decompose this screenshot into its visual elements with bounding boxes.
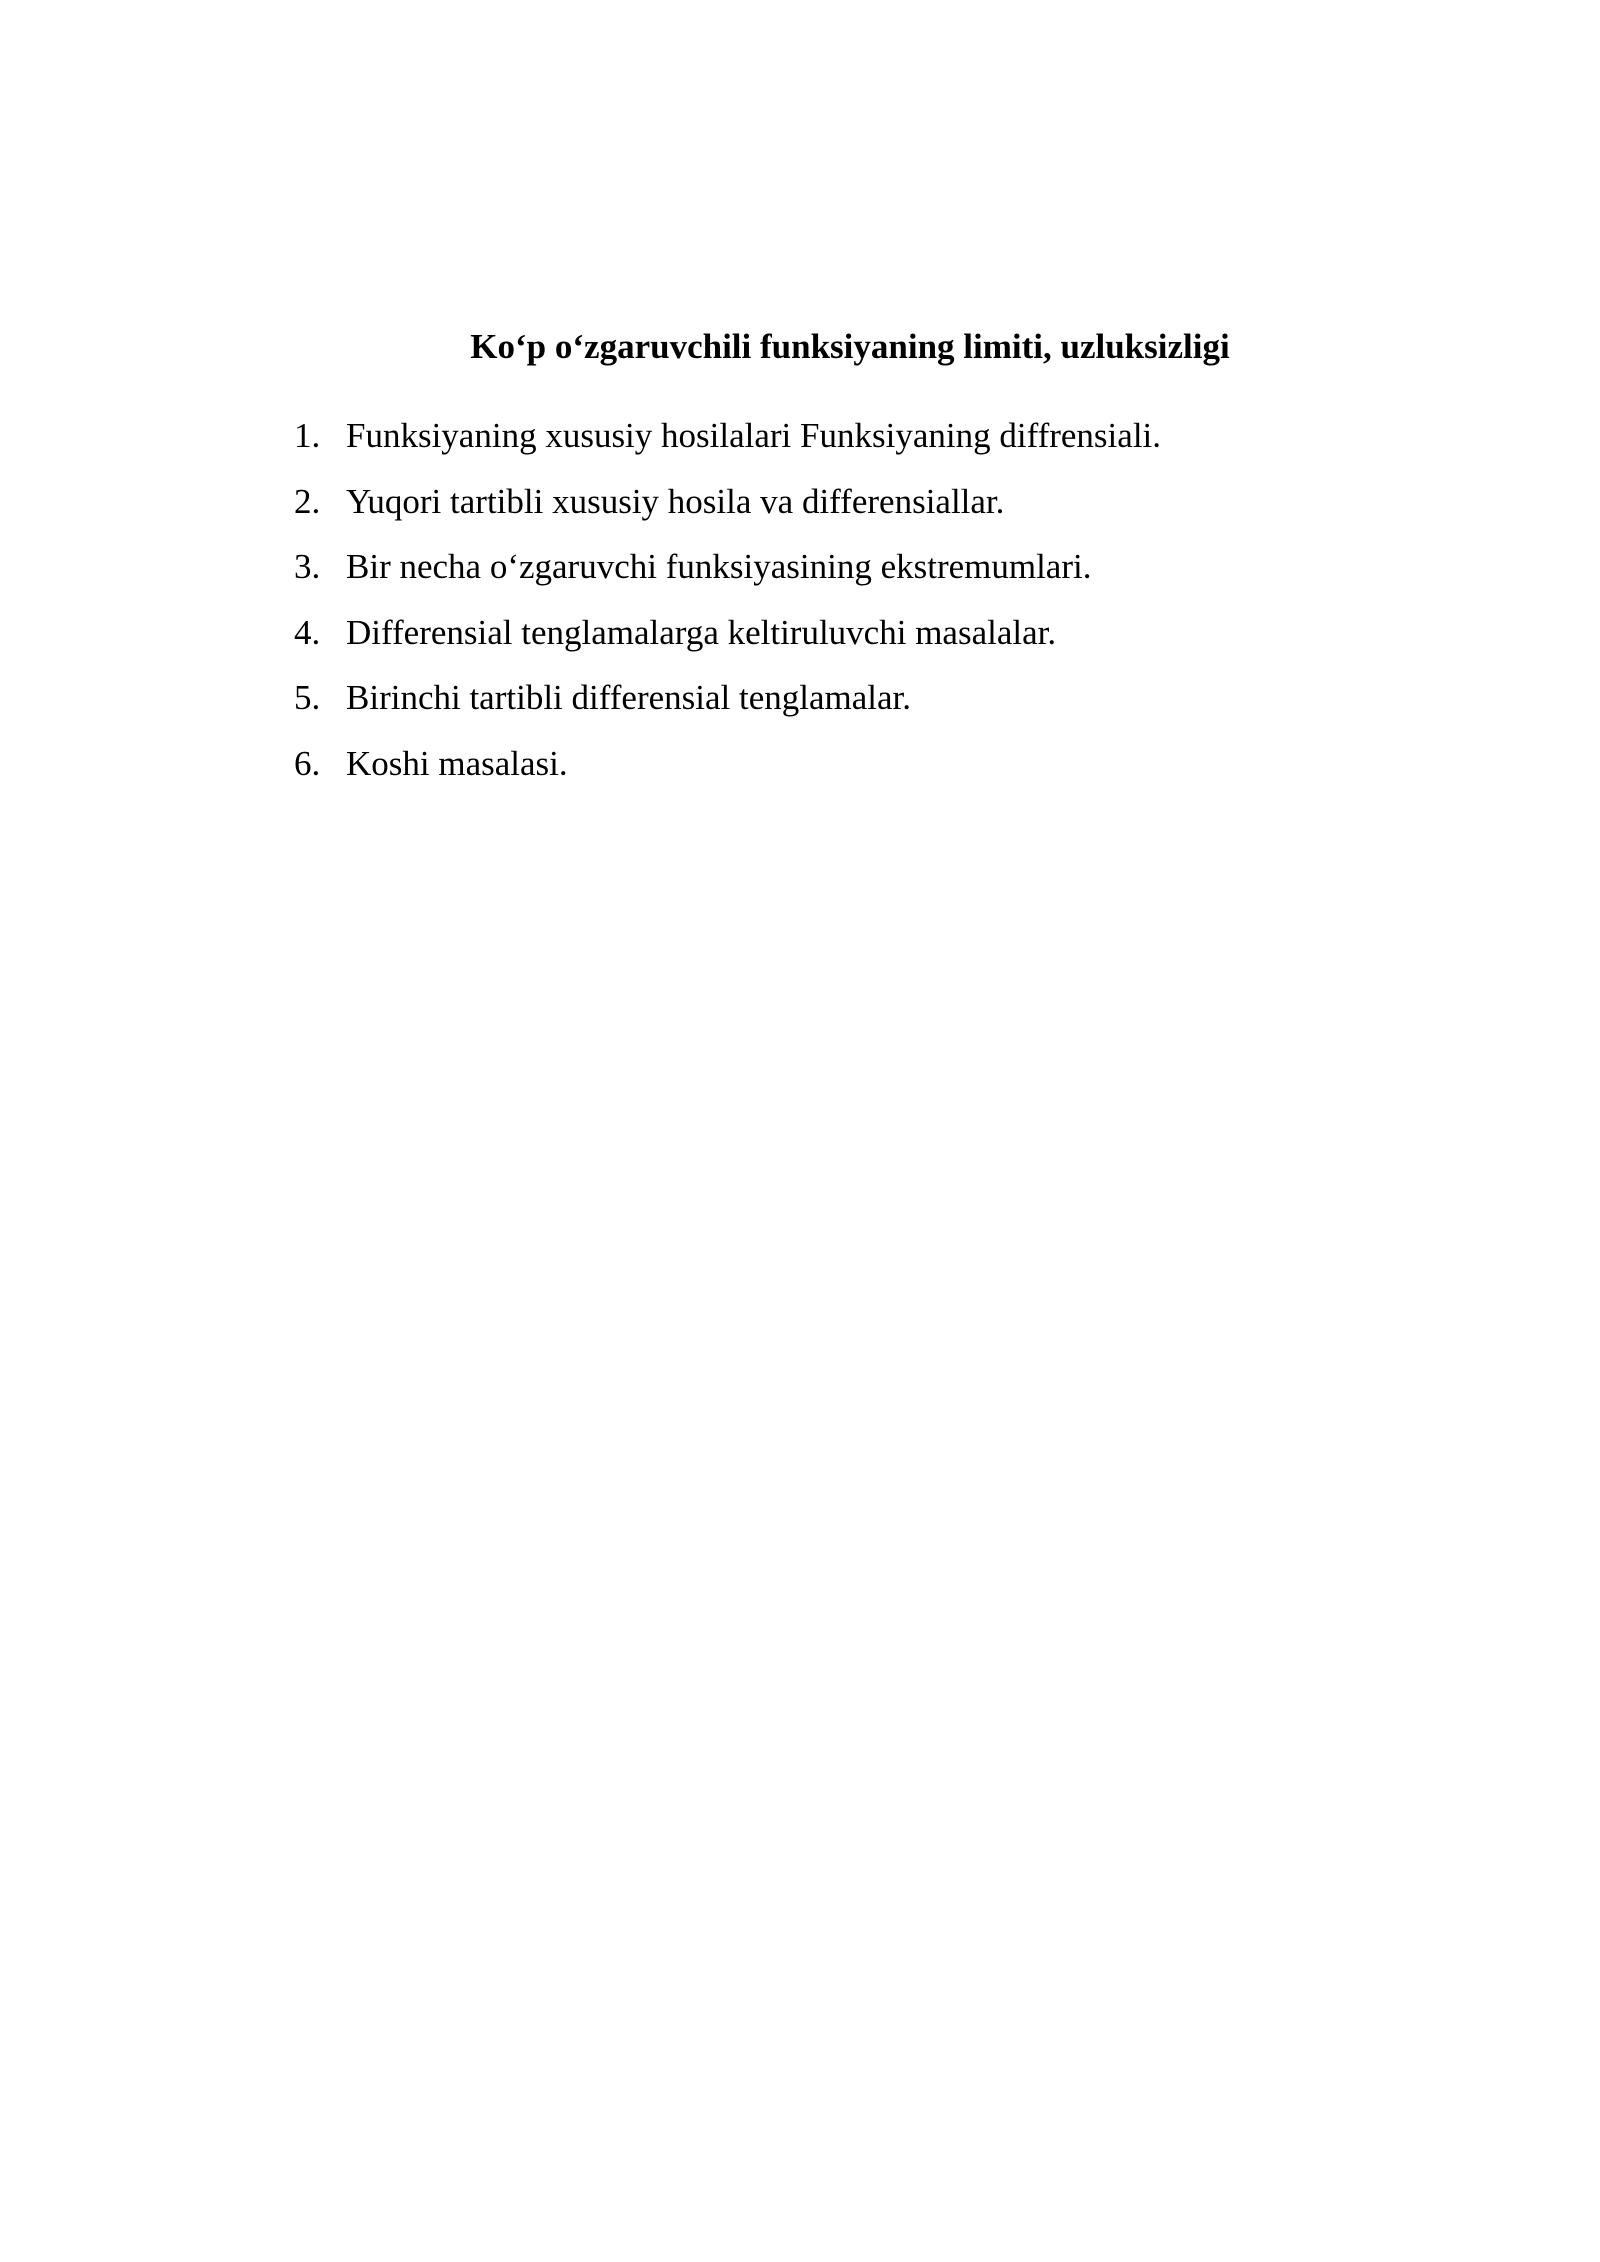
list-item: [294, 408, 1394, 474]
list-item-text: Funksiyaning xususiy hosilalari Funksiyaning diffrensiali.: [346, 416, 1162, 455]
list-item: [294, 670, 1394, 736]
list-item-number: 6.: [294, 743, 321, 783]
list-item-text: Koshi masalasi.: [346, 743, 568, 783]
list-item-text: Differensial tenglamalarga keltiruluvchi masalalar.: [346, 612, 1057, 652]
list-item-text: Bir necha o‘zgaruvchi funksiyasining ekstremumlari.: [346, 547, 1092, 586]
topic-list: [294, 408, 1394, 801]
list-item: [294, 736, 1394, 802]
list-item: [294, 474, 1394, 540]
list-item: [294, 539, 1394, 605]
list-item: [294, 605, 1394, 671]
list-item-number: 4.: [294, 612, 321, 652]
list-item-number: 5.: [294, 678, 321, 717]
list-item-number: 1.: [294, 416, 321, 455]
list-item-text: Yuqori tartibli xususiy hosila va differensiallar.: [346, 481, 1005, 521]
list-item-text: Birinchi tartibli differensial tenglamalar.: [346, 678, 912, 717]
list-item-number: 2.: [294, 481, 321, 521]
document-title: Ko‘p o‘zgaruvchili funksiyaning limiti, uzluksizligi: [470, 327, 1230, 366]
list-item-number: 3.: [294, 547, 321, 586]
